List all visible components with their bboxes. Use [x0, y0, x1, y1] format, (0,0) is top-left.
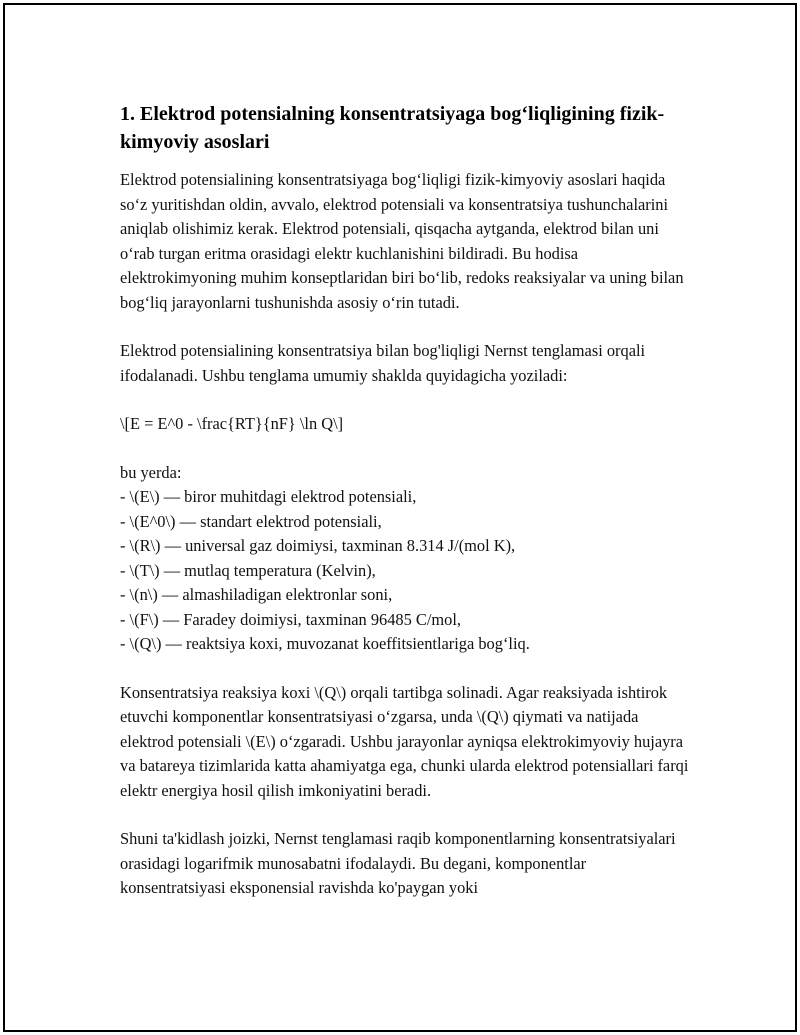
paragraph-intro: Elektrod potensialining konsentratsiyaga bog‘liqligi fizik-kimyoviy asoslari haqida so‘z yuritishdan oldin, avvalo, elektrod potensiali va konsentratsiya tushunchalarini aniqlab olishimiz kerak. Elektrod potensiali, qisqacha aytganda, elektrod bilan uni o‘rab turgan eritma orasidagi elektr kuchlanishini bildiradi. Bu hodisa elektrokimyoning muhim konseptlaridan biri bo‘lib, redoks reaksiyalar va uning bilan bog‘liq jarayonlarni tushunishda asosiy o‘rin tutadi. — [120, 170, 684, 312]
page-frame — [3, 3, 797, 1032]
section-heading: 1. Elektrod potensialning konsentratsiyaga bog‘liqligining fizik-kimyoviy asoslari — [120, 103, 665, 153]
definition-item: - \(E\) — biror muhitdagi elektrod potensiali, — [120, 487, 417, 506]
definition-item: - \(F\) — Faradey doimiysi, taxminan 96485 C/mol, — [120, 609, 461, 629]
nernst-formula: \[E = E^0 - \frac{RT}{nF} \ln Q\] — [120, 414, 344, 433]
definition-item: - \(Q\) — reaktsiya koxi, muvozanat koeffitsientlariga bog‘liq. — [120, 634, 530, 653]
document-body — [120, 100, 690, 925]
paragraph-concentration: Konsentratsiya reaksiya koxi \(Q\) orqali tartibga solinadi. Agar reaksiyada ishtirok etuvchi komponentlar konsentratsiyasi o‘zgarsa, unda \(Q\) qiymati va natijada elektrod potensiali \(E\) o‘zgaradi. Ushbu jarayonlar ayniqsa elektrokimyoviy hujayra va batareya tizimlarida katta ahamiyatga ega, chunki ularda elektrod potensiallari farqi elektr energiya hosil qilish imkoniyatini beradi. — [120, 682, 689, 800]
paragraph-logarithmic: Shuni ta'kidlash joizki, Nernst tenglamasi raqib komponentlarning konsentratsiyalari orasidagi logarifmik munosabatni ifodalaydi. Bu degani, komponentlar konsentratsiyasi eksponensial ravishda ko'paygan yoki — [120, 829, 676, 897]
definition-item: - \(E^0\) — standart elektrod potensiali, — [120, 511, 382, 531]
definition-item: - \(R\) — universal gaz doimiysi, taxminan 8.314 J/(mol K), — [120, 536, 516, 555]
definitions-intro: bu yerda: — [120, 462, 182, 482]
definitions-list — [120, 461, 690, 657]
definition-item: - \(T\) — mutlaq temperatura (Kelvin), — [120, 560, 376, 580]
definition-item: - \(n\) — almashiladigan elektronlar soni, — [120, 585, 393, 604]
paragraph-nernst: Elektrod potensialining konsentratsiya bilan bog'liqligi Nernst tenglamasi orqali ifodalanadi. Ushbu tenglama umumiy shaklda quyidagicha yoziladi: — [120, 341, 646, 385]
